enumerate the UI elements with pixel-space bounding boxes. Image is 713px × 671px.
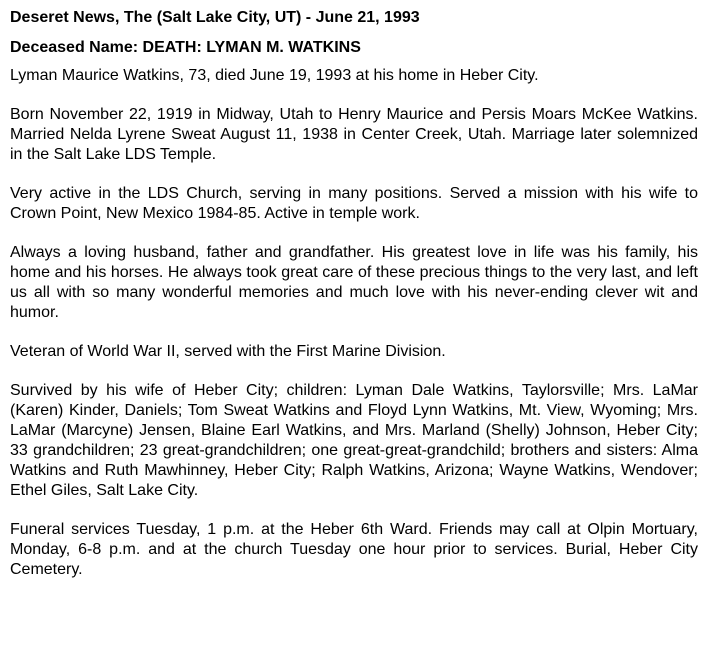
paragraph-survivors: Survived by his wife of Heber City; children: Lyman Dale Watkins, Taylorsville; Mrs. LaMar (Karen) Kinder, Daniels; Tom Sweat Watkins and Floyd Lynn Watkins, Mt. View, Wyoming; Mrs. LaMar (Marcyne) Jensen, Blaine Earl Watkins, and Mrs. Marland (Shelly) Johnson, Heber City; 33 grandchildren; 23 great-grandchildren; one great-great-grandchild; brothers and sisters: Alma Watkins and Ruth Mawhinney, Heber City; Ralph Watkins, Arizona; Wayne Watkins, Wendover; Ethel Giles, Salt Lake City. [10, 382, 698, 499]
paragraph-church-service: Very active in the LDS Church, serving in many positions. Served a mission with his wife to Crown Point, New Mexico 1984-85. Active in temple work. [10, 185, 698, 222]
paragraph-family-love: Always a loving husband, father and grandfather. His greatest love in life was his family, his home and his horses. He always took great care of these precious things to the very last, and left us all with so many wonderful memories and much love with his never-ending clever wit and humor. [10, 244, 698, 321]
paragraph-military-service: Veteran of World War II, served with the First Marine Division. [10, 343, 446, 360]
paragraph-death-notice: Lyman Maurice Watkins, 73, died June 19, 1993 at his home in Heber City. [10, 67, 539, 84]
obituary-document [10, 8, 698, 580]
source-heading: Deseret News, The (Salt Lake City, UT) - June 21, 1993 [10, 9, 420, 26]
paragraph-funeral: Funeral services Tuesday, 1 p.m. at the Heber 6th Ward. Friends may call at Olpin Mortuary, Monday, 6-8 p.m. and at the church Tuesday one hour prior to services. Burial, Heber City Cemetery. [10, 521, 698, 578]
deceased-name-heading: Deceased Name: DEATH: LYMAN M. WATKINS [10, 39, 361, 56]
paragraph-birth-marriage: Born November 22, 1919 in Midway, Utah to Henry Maurice and Persis Moars McKee Watkins. Married Nelda Lyrene Sweat August 11, 1938 in Center Creek, Utah. Marriage later solemnized in the Salt Lake LDS Temple. [10, 106, 698, 163]
